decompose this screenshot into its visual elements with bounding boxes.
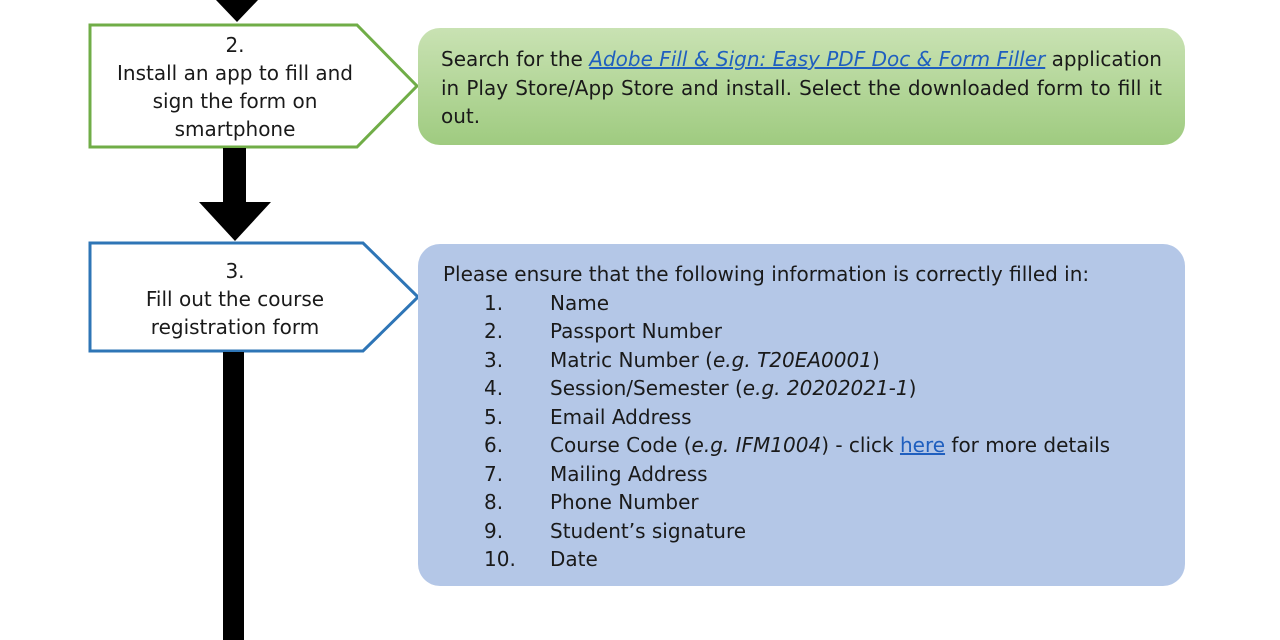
item-text: Email Address (550, 404, 692, 429)
item-number: 7. (484, 461, 504, 486)
required-fields-list (443, 289, 1160, 574)
item-number: 10. (484, 547, 516, 571)
item-text: Phone Number (550, 490, 699, 514)
item-number: 9. (484, 518, 504, 543)
list-item (443, 431, 1160, 460)
adobe-fill-sign-link[interactable]: Adobe Fill & Sign: Easy PDF Doc & Form Filler (589, 47, 1046, 71)
arrowhead-from-step1 (216, 0, 258, 22)
item-text: Course Code ( (550, 433, 692, 457)
connector-line-down (223, 352, 244, 640)
item-number: 8. (484, 490, 504, 514)
example-value: T20EA0001 (750, 347, 872, 372)
step3-box (100, 257, 370, 341)
item-text: Mailing Address (550, 461, 708, 486)
item-text-line (550, 346, 1160, 375)
example-label: e.g. (713, 347, 751, 372)
item-number: 2. (484, 319, 504, 343)
item-text-line (550, 374, 1160, 403)
course-code-details-link[interactable]: here (899, 433, 946, 457)
list-item (443, 346, 1160, 375)
step3-title: Fill out the course registration form (145, 287, 325, 339)
step2-panel-suffix: application in Play Store/App Store and install. Select the downloaded form to fill it out. (441, 47, 1162, 128)
item-text: Matric Number ( (550, 347, 713, 372)
item-number: 6. (484, 433, 504, 457)
list-item (443, 289, 1160, 318)
item-text: Date (550, 547, 598, 571)
item-number: 1. (484, 290, 504, 315)
step2-number: 2. (225, 33, 245, 57)
item-close: ) (871, 347, 880, 372)
list-item (443, 545, 1160, 574)
item-text: Session/Semester ( (550, 376, 743, 400)
item-text: Passport Number (550, 319, 722, 343)
list-item (443, 374, 1160, 403)
item-after: for more details (945, 433, 1111, 457)
example-label: e.g. (742, 376, 781, 400)
step2-title: Install an app to fill and sign the form on smartphone (117, 61, 353, 141)
item-number: 5. (484, 404, 504, 429)
list-item (443, 317, 1160, 346)
step3-intro: Please ensure that the following information is correctly filled in: (443, 262, 1090, 286)
arrowhead-to-step3 (199, 202, 271, 241)
example-label: e.g. (691, 433, 730, 457)
example-value: 20202021-1 (780, 376, 909, 400)
step2-instruction-panel (418, 28, 1185, 145)
step3-instruction-panel (418, 244, 1185, 586)
item-text: Student’s signature (550, 518, 747, 543)
step2-box (100, 31, 370, 143)
step3-number: 3. (225, 259, 245, 283)
connector-line-2-3 (223, 148, 246, 203)
list-item (443, 488, 1160, 517)
list-item (443, 460, 1160, 489)
list-item (443, 403, 1160, 432)
item-text: Name (550, 290, 610, 315)
step2-panel-prefix: Search for the (441, 47, 590, 71)
item-close: ) - click (821, 433, 900, 457)
item-text-line (550, 431, 1160, 460)
item-number: 3. (484, 347, 504, 372)
list-item (443, 517, 1160, 546)
item-number: 4. (484, 376, 504, 400)
example-value: IFM1004 (729, 433, 822, 457)
item-close: ) (908, 376, 917, 400)
